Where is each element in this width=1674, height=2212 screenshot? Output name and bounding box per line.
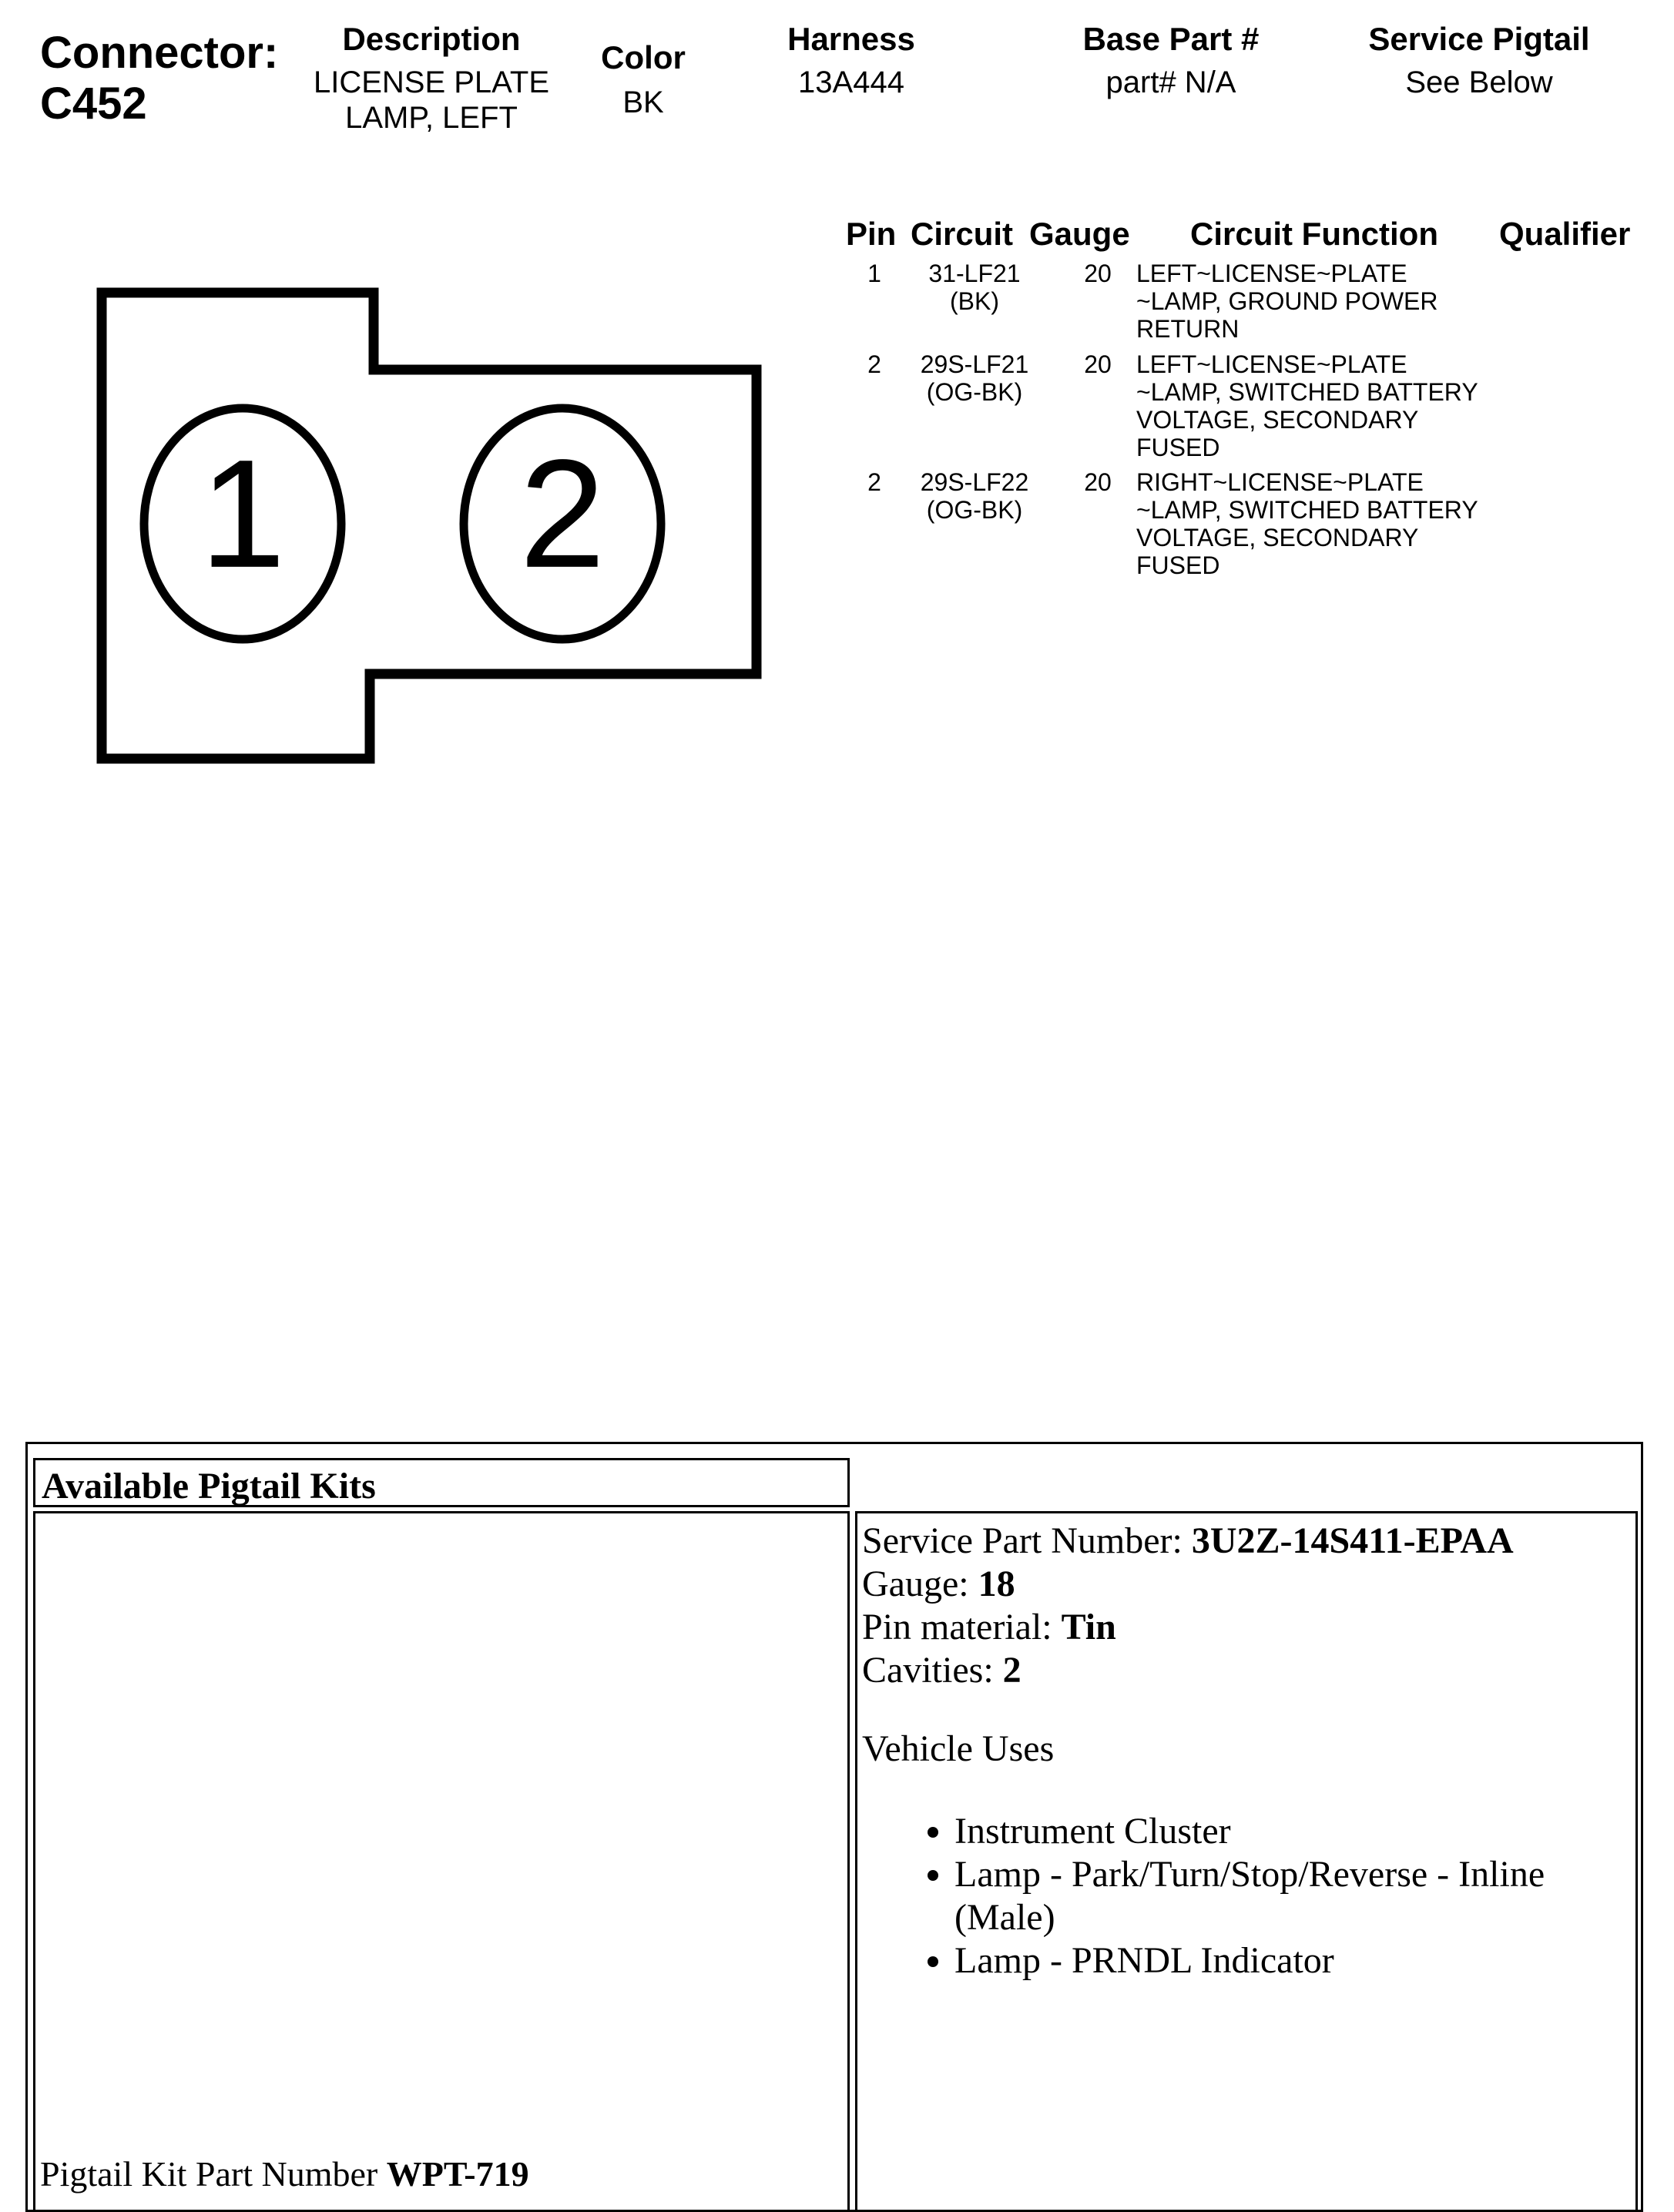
pin-1-number: 1: [200, 427, 286, 600]
pigtail-title: Available Pigtail Kits: [42, 1466, 376, 1507]
circuit-cell: [901, 468, 1048, 524]
description-value-line2: LAMP, LEFT: [345, 101, 518, 135]
function-line: VOLTAGE, SECONDARY: [1136, 524, 1419, 551]
service-part-value: 3U2Z-14S411-EPAA: [1191, 1520, 1514, 1561]
list-item: • Lamp - Park/Turn/Stop/Reverse - Inline (Male): [954, 1853, 1617, 1939]
function-line: LEFT~LICENSE~PLATE: [1136, 260, 1407, 287]
circuit-header: Circuit: [911, 216, 1014, 252]
vehicle-uses-title: Vehicle Uses: [862, 1728, 1055, 1769]
gauge-header: Gauge: [1029, 216, 1130, 252]
base-part-column: [1032, 22, 1310, 100]
cavities-value: 2: [1002, 1650, 1022, 1691]
kit-number: WPT-719: [386, 2154, 529, 2194]
pin-material-line: [862, 1606, 1514, 1649]
circuit-function-header: Circuit Function: [1190, 216, 1438, 252]
function-line: RIGHT~LICENSE~PLATE: [1136, 468, 1424, 496]
color-value: BK: [622, 85, 664, 119]
harness-heading: Harness: [787, 21, 915, 57]
pin-2-number: 2: [519, 427, 606, 600]
pigtail-kit-cell: [33, 1511, 850, 2212]
service-part-label: Service Part Number:: [862, 1520, 1192, 1561]
function-cell: [1136, 468, 1506, 579]
function-cell: [1136, 260, 1506, 343]
gauge-value: 18: [978, 1563, 1015, 1604]
harness-value: 13A444: [798, 65, 904, 99]
circuit-color: (OG-BK): [926, 378, 1023, 406]
pigtail-specs: [862, 1520, 1514, 1692]
function-cell: [1136, 350, 1506, 461]
harness-column: [740, 22, 963, 100]
circuit-id: 31-LF21: [928, 260, 1021, 287]
pin-material-value: Tin: [1061, 1607, 1116, 1647]
cavities-line: [862, 1649, 1514, 1692]
function-line: ~LAMP, GROUND POWER: [1136, 287, 1438, 315]
service-pigtail-column: [1340, 22, 1618, 100]
pigtail-details-cell: [855, 1511, 1638, 2212]
connector-label: Connector:: [40, 28, 279, 78]
cavities-label: Cavities:: [862, 1650, 1003, 1691]
vehicle-uses-list: [862, 1810, 1617, 1982]
pin-number: 1: [867, 260, 881, 287]
color-column: [570, 40, 716, 120]
color-heading: Color: [601, 39, 686, 75]
function-line: RETURN: [1136, 315, 1240, 343]
function-line: FUSED: [1136, 434, 1220, 461]
pin-number: 2: [867, 350, 881, 378]
circuit-id: 29S-LF21: [920, 350, 1029, 378]
connector-face-diagram: [92, 281, 786, 782]
circuit-id: 29S-LF22: [920, 468, 1029, 496]
base-part-heading: Base Part #: [1082, 21, 1260, 57]
connector-header: [0, 0, 1674, 154]
description-heading: Description: [342, 21, 521, 57]
description-column: [293, 22, 570, 136]
pigtail-kit-part-number: [40, 2153, 529, 2194]
list-item: • Lamp - PRNDL Indicator: [954, 1939, 1617, 1982]
connector-id: C452: [40, 79, 147, 129]
circuit-cell: [901, 260, 1048, 315]
gauge-label: Gauge:: [862, 1563, 978, 1604]
gauge-cell: 20: [1084, 350, 1112, 378]
gauge-line: [862, 1563, 1514, 1606]
circuit-color: (OG-BK): [926, 496, 1023, 524]
pin-material-label: Pin material:: [862, 1607, 1062, 1647]
function-line: ~LAMP, SWITCHED BATTERY: [1136, 378, 1478, 406]
gauge-cell: 20: [1084, 260, 1112, 287]
function-line: VOLTAGE, SECONDARY: [1136, 406, 1419, 434]
gauge-cell: 20: [1084, 468, 1112, 496]
pin-header: Pin: [846, 216, 897, 252]
service-part-line: [862, 1520, 1514, 1563]
kit-label: Pigtail Kit Part Number: [40, 2154, 387, 2194]
circuit-color: (BK): [950, 287, 999, 315]
pigtail-title-cell: [33, 1458, 850, 1507]
function-line: ~LAMP, SWITCHED BATTERY: [1136, 496, 1478, 524]
function-line: LEFT~LICENSE~PLATE: [1136, 350, 1407, 378]
function-line: FUSED: [1136, 551, 1220, 579]
qualifier-header: Qualifier: [1499, 216, 1631, 252]
service-pigtail-heading: Service Pigtail: [1368, 21, 1590, 57]
description-value-line1: LICENSE PLATE: [313, 65, 550, 99]
connector-title: [40, 28, 278, 129]
base-part-value: part# N/A: [1105, 65, 1236, 99]
service-pigtail-value: See Below: [1405, 65, 1553, 99]
pin-number: 2: [867, 468, 881, 496]
circuit-cell: [901, 350, 1048, 406]
list-item: • Instrument Cluster: [954, 1810, 1617, 1853]
